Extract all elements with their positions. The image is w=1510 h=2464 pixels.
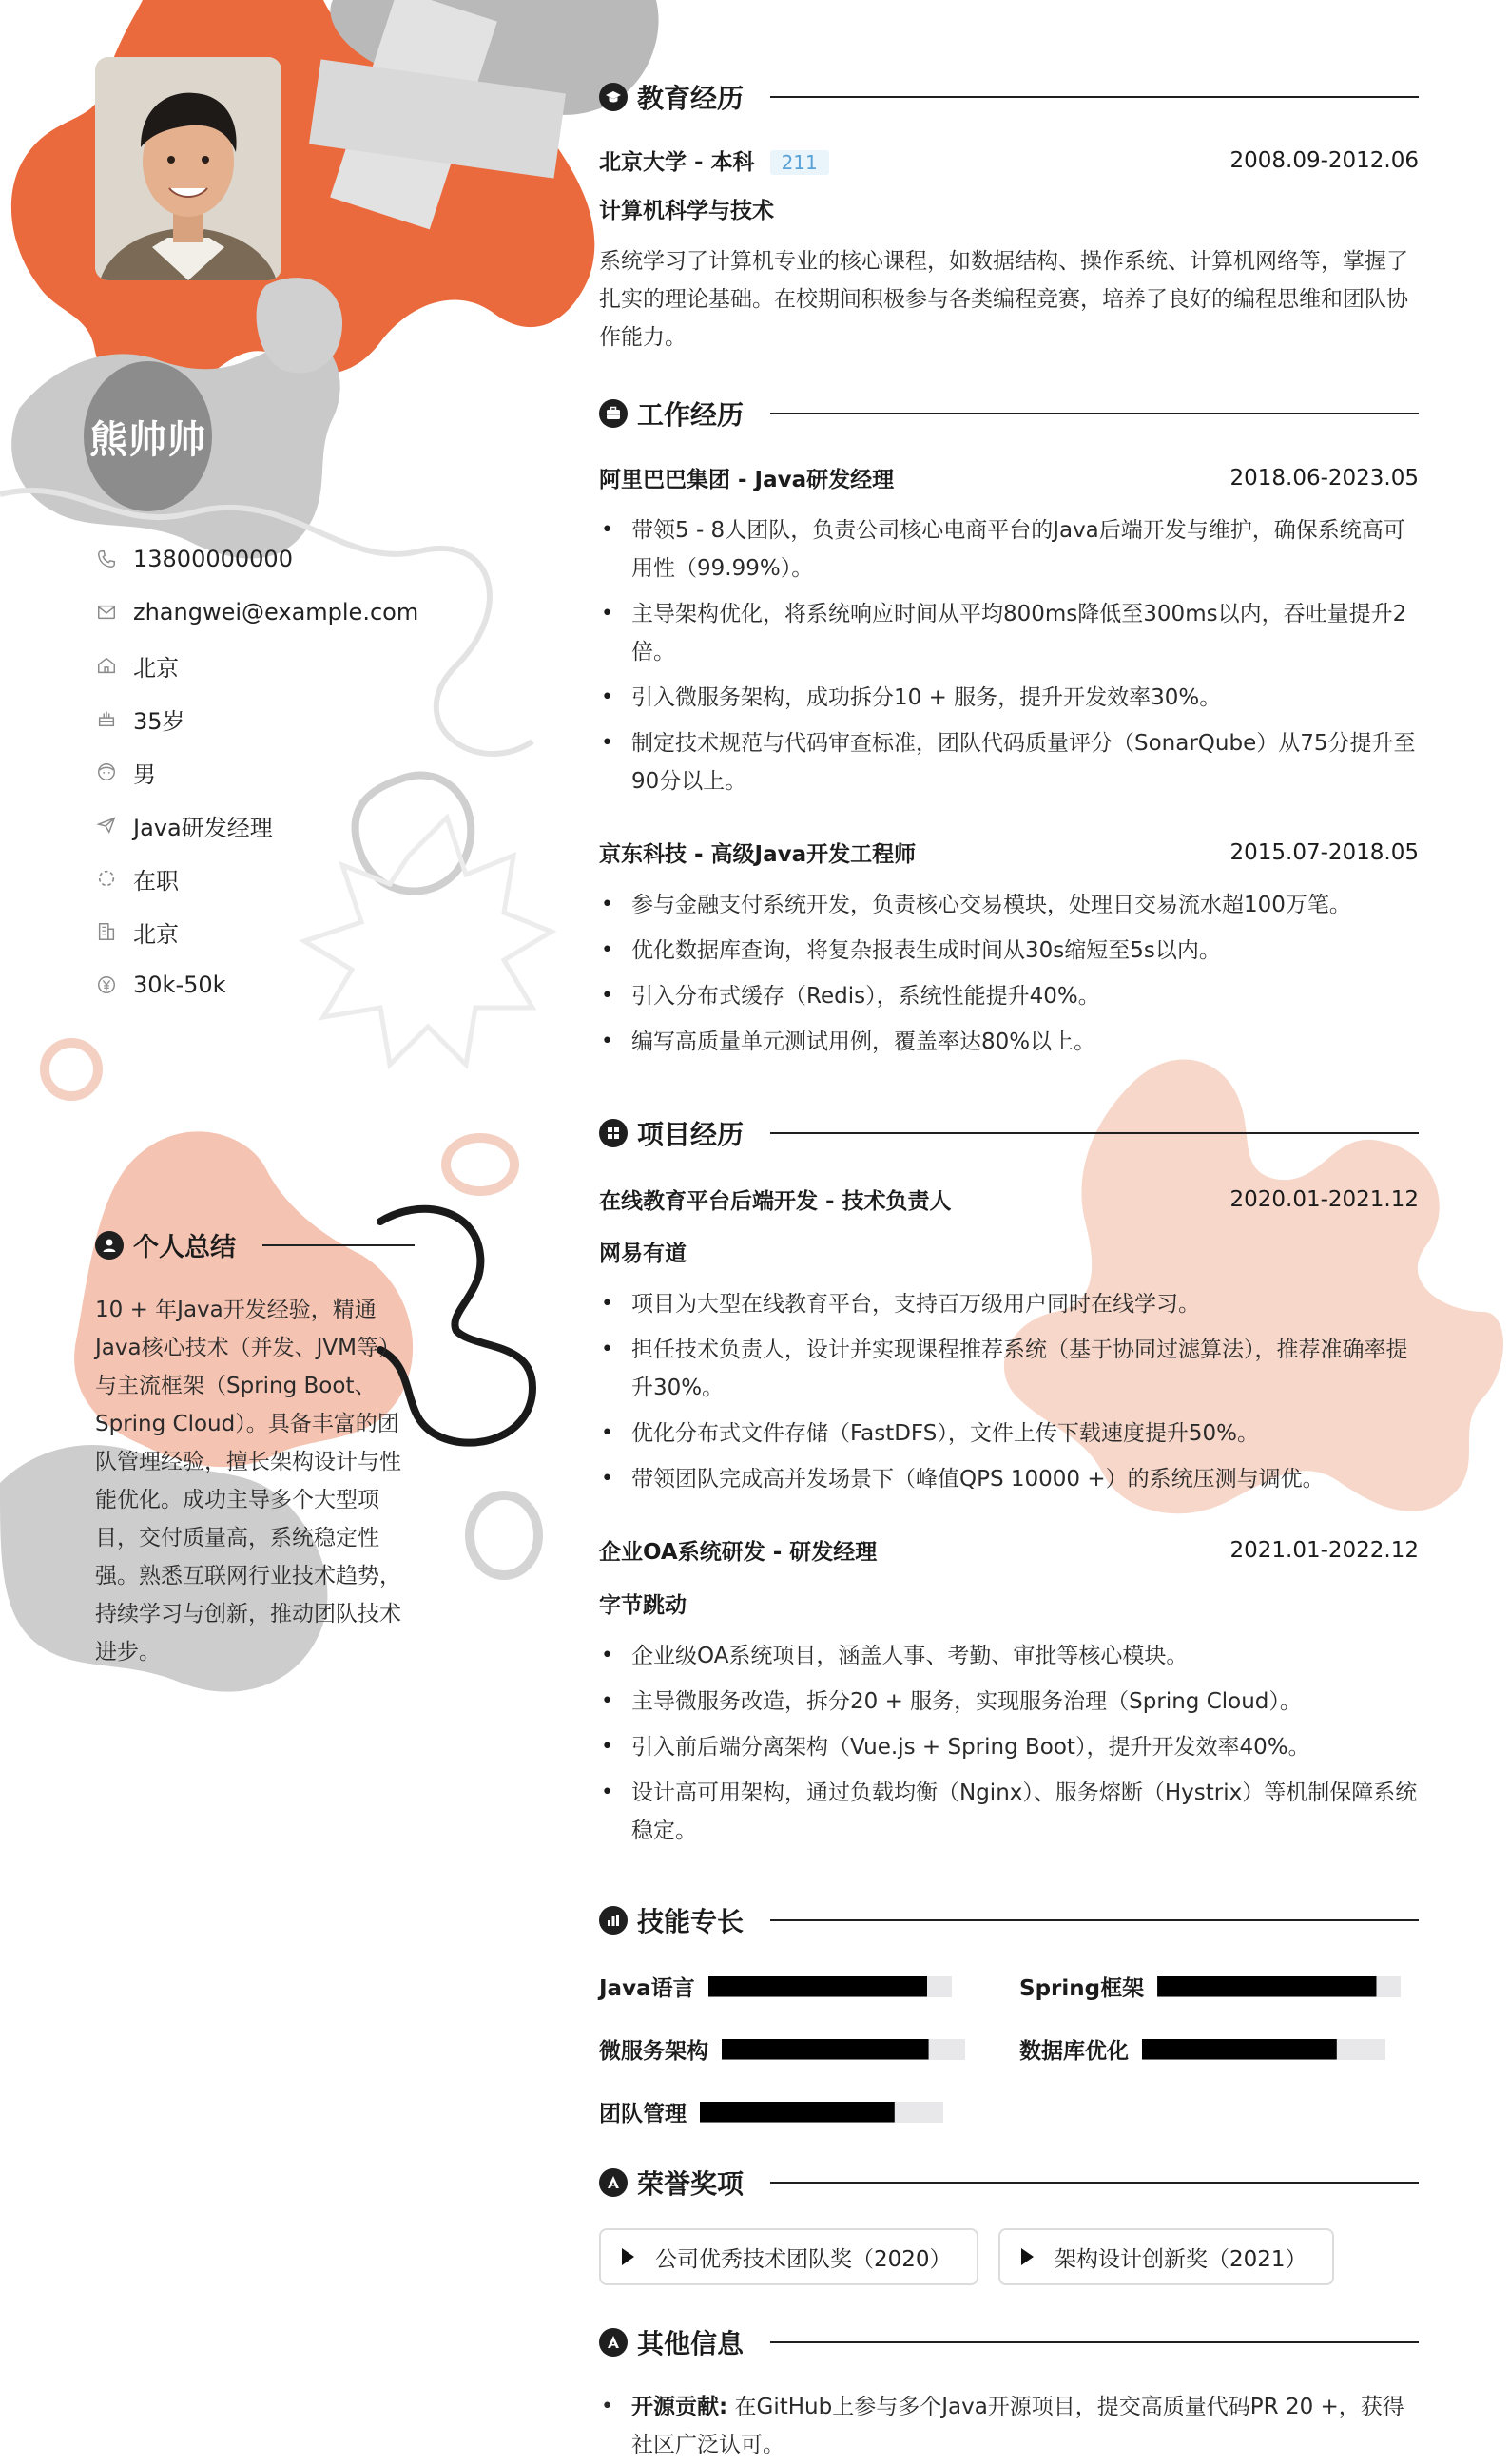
yen-icon: [95, 973, 118, 996]
summary-text: 10 + 年Java开发经验，精通Java核心技术（并发、JVM等）与主流框架（Spring Boot、Spring Cloud）。具备丰富的团队管理经验，擅长架构设计与性能优化。成功主导多个大型项目，交付质量高，系统稳定性强。熟悉互联网行业技术趋势，持续学习与创新，推动团队技术进步。: [95, 1298, 401, 1665]
list-item: • 优化数据库查询，将复杂报表生成时间从30s缩短至5s以内。: [599, 932, 1419, 970]
status-text: 在职: [133, 867, 179, 895]
other-header: [599, 2323, 1419, 2361]
phone-icon: [95, 548, 118, 570]
skill-java: [599, 1971, 952, 2002]
left-column: [0, 0, 532, 2464]
summary-header: [95, 1226, 415, 1263]
info-gender: [95, 745, 418, 799]
projects-title: 项目经历: [637, 1119, 745, 1150]
project-row-2: [599, 1534, 1419, 1566]
list-item: • 带领团队完成高并发场景下（峰值QPS 10000 +）的系统压测与调优。: [599, 1460, 1419, 1498]
awards-title: 荣誉奖项: [637, 2168, 745, 2200]
job-list-1: [599, 511, 1419, 808]
award-text: 架构设计创新奖（2021）: [1055, 2246, 1307, 2272]
education-row: [599, 144, 1419, 176]
skills-header: [599, 1901, 1419, 1939]
skill-name: 微服务架构: [599, 2039, 708, 2064]
home-icon: [95, 654, 118, 677]
avatar: [95, 57, 281, 280]
list-item: • 担任技术负责人，设计并实现课程推荐系统（基于协同过滤算法），推荐准确率提升30%。: [599, 1331, 1419, 1407]
list-item: • 主导微服务改造，拆分20 + 服务，实现服务治理（Spring Cloud）。: [599, 1683, 1419, 1721]
projects-divider: [770, 1132, 1419, 1134]
skill-bar-fill: [700, 2102, 895, 2123]
job-list-2: [599, 886, 1419, 1068]
skill-bar: [1142, 2039, 1385, 2060]
list-item: • 设计高可用架构，通过负载均衡（Nginx）、服务熔断（Hystrix）等机制保障系统稳定。: [599, 1774, 1419, 1850]
name-badge: [84, 361, 212, 511]
project-period-1: 2020.01-2021.12: [1229, 1186, 1419, 1212]
job-row-1: [599, 462, 1419, 493]
skill-name: 团队管理: [599, 2102, 687, 2127]
project-name-1: 在线教育平台后端开发 - 技术负责人: [599, 1189, 952, 1214]
job-period-2: 2015.07-2018.05: [1229, 839, 1419, 865]
play-icon: [1021, 2248, 1034, 2265]
education-badge: 211: [770, 150, 829, 175]
info-city: [95, 639, 418, 692]
city-text: 北京: [133, 654, 179, 682]
award-text: 公司优秀技术团队奖（2020）: [655, 2246, 952, 2272]
profile-photo: [95, 57, 281, 280]
education-title: 教育经历: [637, 83, 745, 114]
award-icon: [599, 2168, 628, 2197]
info-age: [95, 692, 418, 745]
send-icon: [95, 814, 118, 837]
skill-bar: [722, 2039, 965, 2060]
list-item: • 引入分布式缓存（Redis），系统性能提升40%。: [599, 977, 1419, 1015]
list-item: • 制定技术规范与代码审查标准，团队代码质量评分（SonarQube）从75分提升至90分以上。: [599, 724, 1419, 800]
play-icon: [622, 2248, 634, 2265]
briefcase-icon: [599, 399, 628, 428]
list-item: • 带领5 - 8人团队，负责公司核心电商平台的Java后端开发与维护，确保系统高可用性（99.99%）。: [599, 511, 1419, 587]
bar-chart-icon: [599, 1906, 628, 1935]
info-position: [95, 799, 418, 852]
award-tag-2: [998, 2228, 1334, 2285]
skill-spring: [1019, 1971, 1401, 2002]
list-item: • 项目为大型在线教育平台，支持百万级用户同时在线学习。: [599, 1285, 1419, 1323]
work-divider: [770, 413, 1419, 414]
project-org-1: 网易有道: [599, 1242, 687, 1266]
gender-text: 男: [133, 760, 156, 788]
job-company-2: 京东科技 - 高级Java开发工程师: [599, 842, 917, 867]
info-icon: [599, 2328, 628, 2357]
education-divider: [770, 96, 1419, 98]
skill-name: 数据库优化: [1019, 2039, 1129, 2064]
skill-bar-fill: [1142, 2039, 1337, 2060]
project-org-2: 字节跳动: [599, 1593, 687, 1618]
skill-bar: [700, 2102, 943, 2123]
list-item: • 企业级OA系统项目，涵盖人事、考勤、审批等核心模块。: [599, 1637, 1419, 1675]
age-text: 35岁: [133, 707, 185, 735]
list-item: • 优化分布式文件存储（FastDFS），文件上传下载速度提升50%。: [599, 1415, 1419, 1453]
job-company-1: 阿里巴巴集团 - Java研发经理: [599, 468, 895, 492]
skill-db: [1019, 2033, 1385, 2065]
awards-header: [599, 2164, 1419, 2202]
work-header: [599, 395, 1419, 433]
info-work-city: [95, 905, 418, 958]
award-tag-1: [599, 2228, 978, 2285]
education-school: 北京大学 - 本科: [599, 150, 755, 175]
projects-header: [599, 1114, 1419, 1152]
job-period-1: 2018.06-2023.05: [1229, 465, 1419, 491]
face-icon: [95, 760, 118, 783]
awards-divider: [770, 2182, 1419, 2184]
other-divider: [770, 2341, 1419, 2343]
list-item: • 引入前后端分离架构（Vue.js + Spring Boot），提升开发效率40%。: [599, 1728, 1419, 1766]
education-header: [599, 78, 1419, 116]
list-item: • 参与金融支付系统开发，负责核心交易模块，处理日交易流水超100万笔。: [599, 886, 1419, 924]
skills-divider: [770, 1919, 1419, 1921]
info-salary: [95, 958, 418, 1011]
info-status: [95, 852, 418, 905]
skill-bar-fill: [1157, 1976, 1376, 1997]
other-item: [599, 2388, 1419, 2464]
work-title: 工作经历: [637, 399, 745, 431]
job-row-2: [599, 837, 1419, 868]
phone-text: 13800000000: [133, 546, 293, 572]
education-desc: 系统学习了计算机专业的核心课程，如数据结构、操作系统、计算机网络等，掌握了扎实的理论基础。在校期间积极参与各类编程竞赛，培养了良好的编程思维和团队协作能力。: [599, 249, 1408, 350]
skill-name: Java语言: [599, 1976, 695, 2001]
skill-bar-fill: [708, 1976, 927, 1997]
status-icon: [95, 867, 118, 890]
project-list-2: [599, 1637, 1419, 1858]
project-list-1: [599, 1285, 1419, 1506]
email-text: zhangwei@example.com: [133, 599, 419, 626]
skill-bar-fill: [722, 2039, 929, 2060]
list-item: • 主导架构优化，将系统响应时间从平均800ms降低至300ms以内，吞吐量提升2倍。: [599, 595, 1419, 671]
list-item: • 引入微服务架构，成功拆分10 + 服务，提升开发效率30%。: [599, 679, 1419, 717]
salary-text: 30k-50k: [133, 972, 226, 998]
graduation-cap-icon: [599, 83, 628, 111]
summary-divider: [262, 1244, 415, 1246]
building-icon: [95, 920, 118, 943]
skills-title: 技能专长: [637, 1906, 745, 1937]
grid-icon: [599, 1119, 628, 1147]
project-period-2: 2021.01-2022.12: [1229, 1537, 1419, 1563]
project-name-2: 企业OA系统研发 - 研发经理: [599, 1540, 878, 1565]
education-period: 2008.09-2012.06: [1229, 147, 1419, 173]
contact-info: [95, 532, 418, 1011]
skill-name: Spring框架: [1019, 1976, 1145, 2001]
project-row-1: [599, 1184, 1419, 1215]
user-icon: [95, 1231, 124, 1260]
list-item: • 编写高质量单元测试用例，覆盖率达80%以上。: [599, 1023, 1419, 1061]
mail-icon: [95, 601, 118, 624]
education-major: 计算机科学与技术: [599, 199, 774, 223]
skill-bar: [708, 1976, 952, 1997]
work-city-text: 北京: [133, 920, 179, 948]
person-name: 熊帅帅: [89, 417, 206, 462]
info-phone: [95, 532, 418, 586]
skill-microservice: [599, 2033, 965, 2065]
other-label: 开源贡献:: [631, 2395, 728, 2419]
education-school-wrap: [599, 144, 829, 176]
position-text: Java研发经理: [133, 814, 273, 841]
other-title: 其他信息: [637, 2328, 745, 2359]
summary-title: 个人总结: [133, 1233, 236, 1262]
other-text: 在GitHub上参与多个Java开源项目，提交高质量代码PR 20 +，获得社区广泛认可。: [631, 2395, 1404, 2457]
info-email: [95, 586, 418, 639]
skill-bar: [1157, 1976, 1401, 1997]
cake-icon: [95, 707, 118, 730]
skill-team: [599, 2096, 943, 2127]
